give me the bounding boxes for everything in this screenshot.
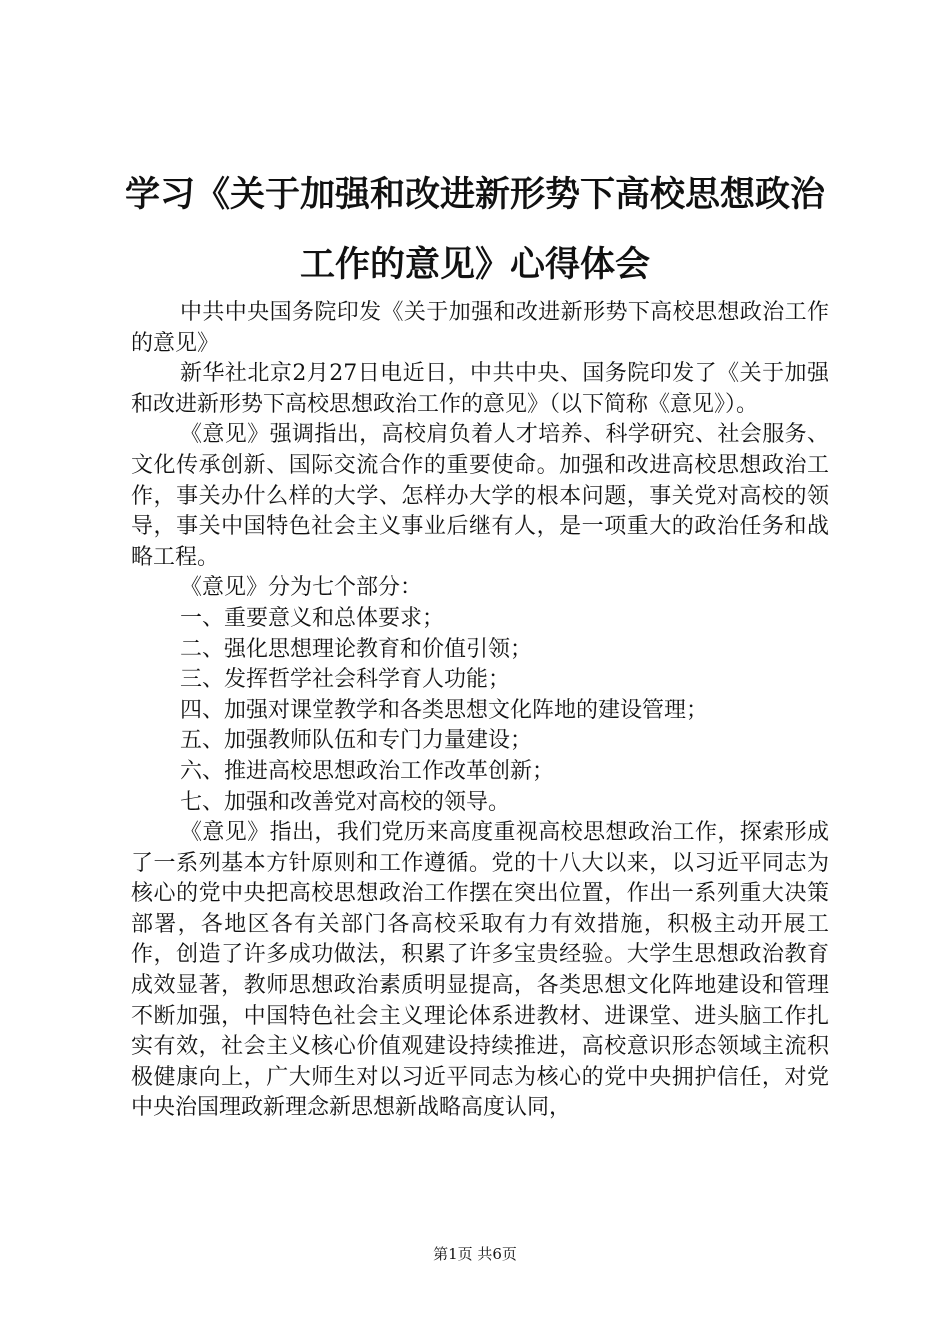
list-item: 五、加强教师队伍和专门力量建设； — [180, 728, 533, 754]
page-number-footer: 第1页 共6页 — [433, 1245, 517, 1263]
paragraph-source: 中共中央国务院印发《关于加强和改进新形势下高校思想政治工作的意见》 — [131, 300, 829, 356]
title-line-1: 学习《关于加强和改进新形势下高校思想政治 — [124, 175, 825, 215]
list-item: 六、推进高校思想政治工作改革创新； — [180, 758, 555, 784]
sections-list — [131, 604, 829, 818]
list-item: 七、加强和改善党对高校的领导。 — [180, 789, 511, 815]
paragraph-sections-intro: 《意见》分为七个部分： — [180, 575, 423, 601]
paragraph-news-lead: 新华社北京2月27日电近日，中共中央、国务院印发了《关于加强和改进新形势下高校思想政治工作的意见》（以下简称《意见》）。 — [131, 361, 829, 417]
list-item: 四、加强对课堂教学和各类思想文化阵地的建设管理； — [180, 697, 709, 723]
document-body — [131, 298, 829, 1124]
page-title — [100, 160, 850, 300]
paragraph-emphasis: 《意见》强调指出，高校肩负着人才培养、科学研究、社会服务、文化传承创新、国际交流合作的重要使命。加强和改进高校思想政治工作，事关办什么样的大学、怎样办大学的根本问题，事关党对高校的领导，事关中国特色社会主义事业后继有人，是一项重大的政治任务和战略工程。 — [131, 422, 829, 570]
title-line-2: 工作的意见》心得体会 — [299, 245, 650, 285]
list-item: 二、强化思想理论教育和价值引领； — [180, 636, 533, 662]
paragraph-closing: 《意见》指出，我们党历来高度重视高校思想政治工作，探索形成了一系列基本方针原则和工作遵循。党的十八大以来，以习近平同志为核心的党中央把高校思想政治工作摆在突出位置，作出一系列重大决策部署，各地区各有关部门各高校采取有力有效措施，积极主动开展工作，创造了许多成功做法，积累了许多宝贵经验。大学生思想政治教育成效显著，教师思想政治素质明显提高，各类思想文化阵地建设和管理不断加强，中国特色社会主义理论体系进教材、进课堂、进头脑工作扎实有效，社会主义核心价值观建设持续推进，高校意识形态领域主流积极健康向上，广大师生对以习近平同志为核心的党中央拥护信任，对党中央治国理政新理念新思想新战略高度认同， — [131, 820, 829, 1121]
list-item: 一、重要意义和总体要求； — [180, 605, 445, 631]
list-item: 三、发挥哲学社会科学育人功能； — [180, 667, 511, 693]
